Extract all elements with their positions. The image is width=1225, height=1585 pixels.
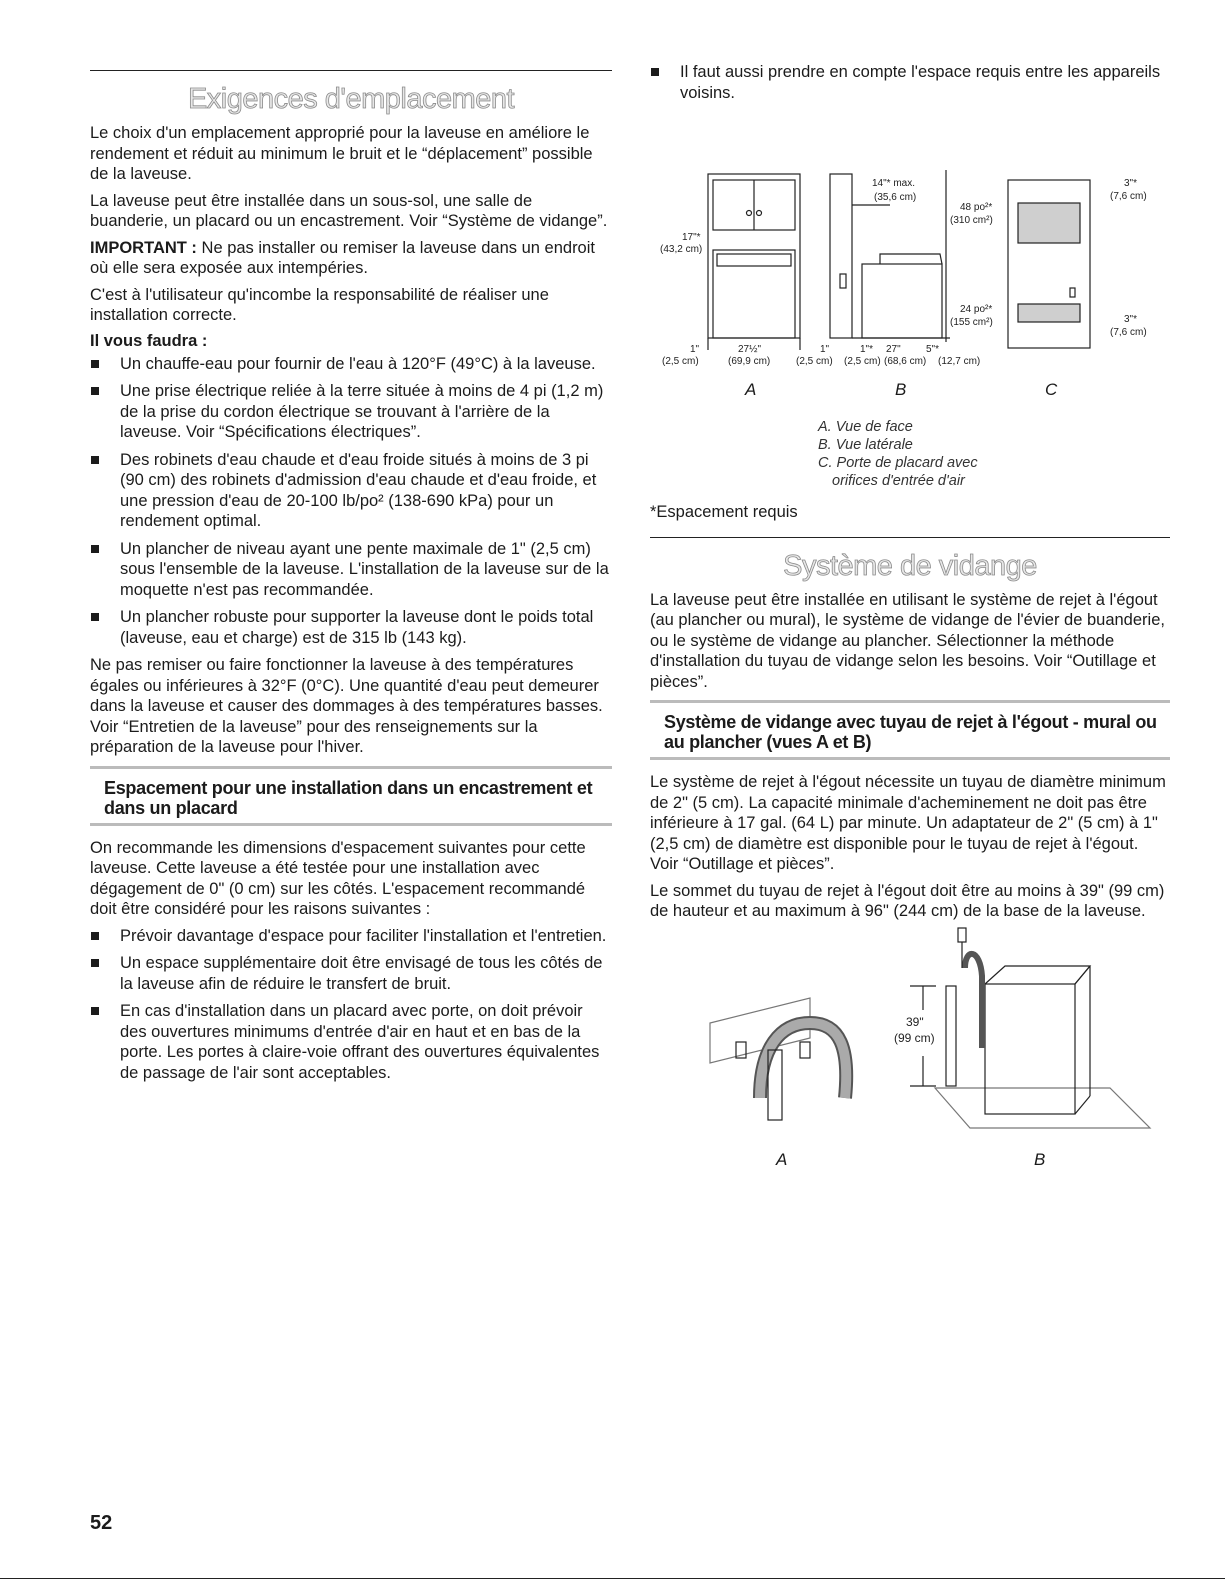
front-view-washer bbox=[713, 250, 795, 338]
dim-24: 24 po²* bbox=[960, 304, 993, 315]
bullet-icon bbox=[91, 360, 99, 368]
diagram-captions bbox=[818, 418, 1170, 490]
diagram-label-a: A bbox=[776, 1149, 788, 1169]
dim-3-top: 3"* bbox=[1124, 178, 1138, 189]
top-rule bbox=[90, 70, 612, 71]
clearance-diagram-svg bbox=[650, 110, 1170, 367]
left-column bbox=[90, 70, 612, 1090]
dim-27: 27" bbox=[886, 344, 901, 355]
subsection-bar-standpipe bbox=[650, 700, 1170, 760]
bullet-icon bbox=[91, 613, 99, 621]
dim-1c: 1"* bbox=[860, 344, 874, 355]
top-air-vent bbox=[1018, 203, 1080, 243]
dim-48-cm: (310 cm²) bbox=[950, 215, 993, 226]
dim-14-cm: (35,6 cm) bbox=[874, 192, 917, 203]
important-label: IMPORTANT : bbox=[90, 238, 197, 257]
caption-air-vents: orifices d'entrée d'air bbox=[832, 473, 965, 489]
dim-1b: 1" bbox=[820, 344, 830, 355]
bottom-rule bbox=[0, 1578, 1225, 1579]
dim-39-cm: (99 cm) bbox=[894, 1030, 935, 1045]
bottom-air-vent bbox=[1018, 304, 1080, 322]
drain-intro: La laveuse peut être installée en utilisant le système de rejet à l'égout (au plancher ou mural), le système de vidange de l'évier de buanderie, ou le système de vidange au plancher. Sélectionner la méthode d'installation du tuyau de vidange selon les besoins. Voir “Outillage et pièces”. bbox=[650, 590, 1165, 691]
diagram-label-b: B bbox=[1034, 1149, 1046, 1169]
subsection-title-standpipe: Système de vidange avec tuyau de rejet à l'égout - mural ou au plancher (vues A et B) bbox=[664, 712, 1157, 752]
important-note bbox=[90, 238, 612, 279]
responsibility-paragraph: C'est à l'utilisateur qu'incombe la responsabilité de réaliser une installation correcte. bbox=[90, 285, 549, 324]
side-view-closet bbox=[830, 174, 852, 338]
required-note: *Espacement requis bbox=[650, 503, 798, 521]
subsection-title-spacing: Espacement pour une installation dans un encastrement et dans un placard bbox=[104, 777, 593, 818]
dim-39: 39" bbox=[906, 1014, 924, 1029]
standpipe-paragraph-1: Le système de rejet à l'égout nécessite un tuyau de diamètre minimum de 2" (5 cm). La capacité minimale d'acheminement ne doit pas être inférieure à 17 gal. (64 L) par minute. Un adaptateur de 2" (5 cm) à 1" (2,5 cm) de diamètre est disponible pour le tuyau de rejet à l'égout. Voir “Outillage et pièces”. bbox=[650, 773, 1166, 873]
dim-1b-cm: (2,5 cm) bbox=[796, 356, 833, 367]
right-column bbox=[650, 62, 1170, 1183]
bullet-icon bbox=[651, 68, 659, 76]
list-item: Prévoir davantage d'espace pour faciliter l'installation et l'entretien. bbox=[90, 926, 612, 947]
list-item: Un plancher robuste pour supporter la laveuse dont le poids total (laveuse, eau et charge) est de 315 lb (143 kg). bbox=[90, 607, 612, 648]
list-item: Une prise électrique reliée à la terre située à moins de 4 pi (1,2 m) de la prise du cordon électrique se trouvant à l'arrière de la laveuse. Voir “Spécifications électriques”. bbox=[90, 381, 612, 443]
subsection-bar-spacing bbox=[90, 766, 612, 826]
drain-rule bbox=[650, 537, 1170, 538]
list-item: Un chauffe-eau pour fournir de l'eau à 120°F (49°C) à la laveuse. bbox=[90, 354, 612, 375]
section-title-location: Exigences d'emplacement bbox=[187, 83, 515, 115]
list-item: Un plancher de niveau ayant une pente maximale de 1" (2,5 cm) sous l'ensemble de la laveuse. L'installation de la laveuse sur de la moquette n'est pas recommandée. bbox=[90, 539, 612, 601]
dim-1: 1" bbox=[690, 344, 700, 355]
washer-b bbox=[985, 984, 1075, 1114]
dim-1-cm: (2,5 cm) bbox=[662, 356, 699, 367]
spacing-intro: On recommande les dimensions d'espacement suivantes pour cette laveuse. Cette laveuse a été testée pour une installation avec dégagement de 0" (0 cm) sur les côtés. L'espacement recommandé doit être considéré pour les raisons suivantes : bbox=[90, 838, 586, 918]
neighbors-list bbox=[650, 62, 1170, 103]
section-title-drain: Système de vidange bbox=[783, 549, 1037, 582]
dim-5-cm: (12,7 cm) bbox=[938, 356, 981, 367]
reasons-list bbox=[90, 926, 612, 1084]
diagram-label-a: A bbox=[745, 380, 757, 399]
floor-b bbox=[935, 1088, 1150, 1128]
dim-3-bottom-cm: (7,6 cm) bbox=[1110, 327, 1147, 338]
caption-side-view: B. Vue latérale bbox=[818, 437, 913, 453]
important-text: Ne pas installer ou remiser la laveuse dans un endroit où elle sera exposée aux intempéries. bbox=[90, 238, 595, 277]
dim-24-cm: (155 cm²) bbox=[950, 317, 993, 328]
standpipe-b bbox=[946, 986, 956, 1086]
needs-heading: Il vous faudra : bbox=[90, 331, 208, 350]
dim-27-half-cm: (69,9 cm) bbox=[728, 356, 771, 367]
bullet-icon bbox=[91, 387, 99, 395]
drain-hose-b bbox=[965, 953, 982, 1047]
list-item: Il faut aussi prendre en compte l'espace requis entre les appareils voisins. bbox=[650, 62, 1170, 103]
dim-48: 48 po²* bbox=[960, 202, 993, 213]
dim-27-half: 27½" bbox=[738, 344, 762, 355]
bullet-icon bbox=[91, 932, 99, 940]
temperature-paragraph: Ne pas remiser ou faire fonctionner la laveuse à des températures égales ou inférieures à 32°F (0°C). Une quantité d'eau peut demeurer dans la laveuse et causer des dommages à des températures basses. Voir “Entretien de la laveuse” pour des renseignements sur la préparation de la laveuse pour l'hiver. bbox=[90, 656, 603, 756]
list-item: En cas d'installation dans un placard avec porte, on doit prévoir des ouvertures minimums d'entrée d'air en haut et en bas de la porte. Les portes à claire-voie offrant des ouvertures équivalentes de passage de l'air sont acceptables. bbox=[90, 1001, 612, 1083]
bullet-icon bbox=[91, 959, 99, 967]
bullet-icon bbox=[91, 545, 99, 553]
bullet-icon bbox=[91, 456, 99, 464]
list-item: Des robinets d'eau chaude et d'eau froide situés à moins de 3 pi (90 cm) des robinets d'admission d'eau chaude et d'eau froide, et une pression d'eau de 20-100 lb/po² (138-690 kPa) pour un rendement optimal. bbox=[90, 450, 612, 532]
intro-paragraph-1: Le choix d'un emplacement approprié pour la laveuse en améliore le rendement et réduit au minimum le bruit et le “déplacement” possible de la laveuse. bbox=[90, 124, 593, 183]
caption-front-view: A. Vue de face bbox=[818, 419, 913, 435]
dim-27-cm: (68,6 cm) bbox=[884, 356, 927, 367]
dim-5: 5"* bbox=[926, 344, 940, 355]
dim-3-bottom: 3"* bbox=[1124, 314, 1138, 325]
dim-1c-cm: (2,5 cm) bbox=[844, 356, 881, 367]
standpipe-paragraph-2: Le sommet du tuyau de rejet à l'égout doit être au moins à 39" (99 cm) de hauteur et au maximum à 96" (244 cm) de la base de la laveuse. bbox=[650, 881, 1165, 920]
dim-3-top-cm: (7,6 cm) bbox=[1110, 191, 1147, 202]
diagram-label-b: B bbox=[895, 380, 907, 399]
list-item: Un espace supplémentaire doit être envisagé de tous les côtés de la laveuse afin de réduire le transfert de bruit. bbox=[90, 953, 612, 994]
caption-closet-door: C. Porte de placard avec bbox=[818, 455, 978, 471]
standpipe-diagram-svg bbox=[650, 928, 1170, 1153]
bullet-icon bbox=[91, 1007, 99, 1015]
dim-17-cm: (43,2 cm) bbox=[660, 244, 703, 255]
diagram-label-c: C bbox=[1045, 380, 1058, 399]
dim-14: 14"* max. bbox=[872, 178, 916, 189]
page-number: 52 bbox=[90, 1512, 113, 1534]
needs-list bbox=[90, 354, 612, 649]
side-view-washer bbox=[862, 264, 942, 338]
clearance-diagram bbox=[650, 110, 1170, 400]
standpipe-diagram bbox=[650, 928, 1170, 1183]
intro-paragraph-2: La laveuse peut être installée dans un sous-sol, une salle de buanderie, un placard ou un encastrement. Voir “Système de vidange”. bbox=[90, 191, 608, 230]
dim-17: 17"* bbox=[682, 232, 701, 243]
